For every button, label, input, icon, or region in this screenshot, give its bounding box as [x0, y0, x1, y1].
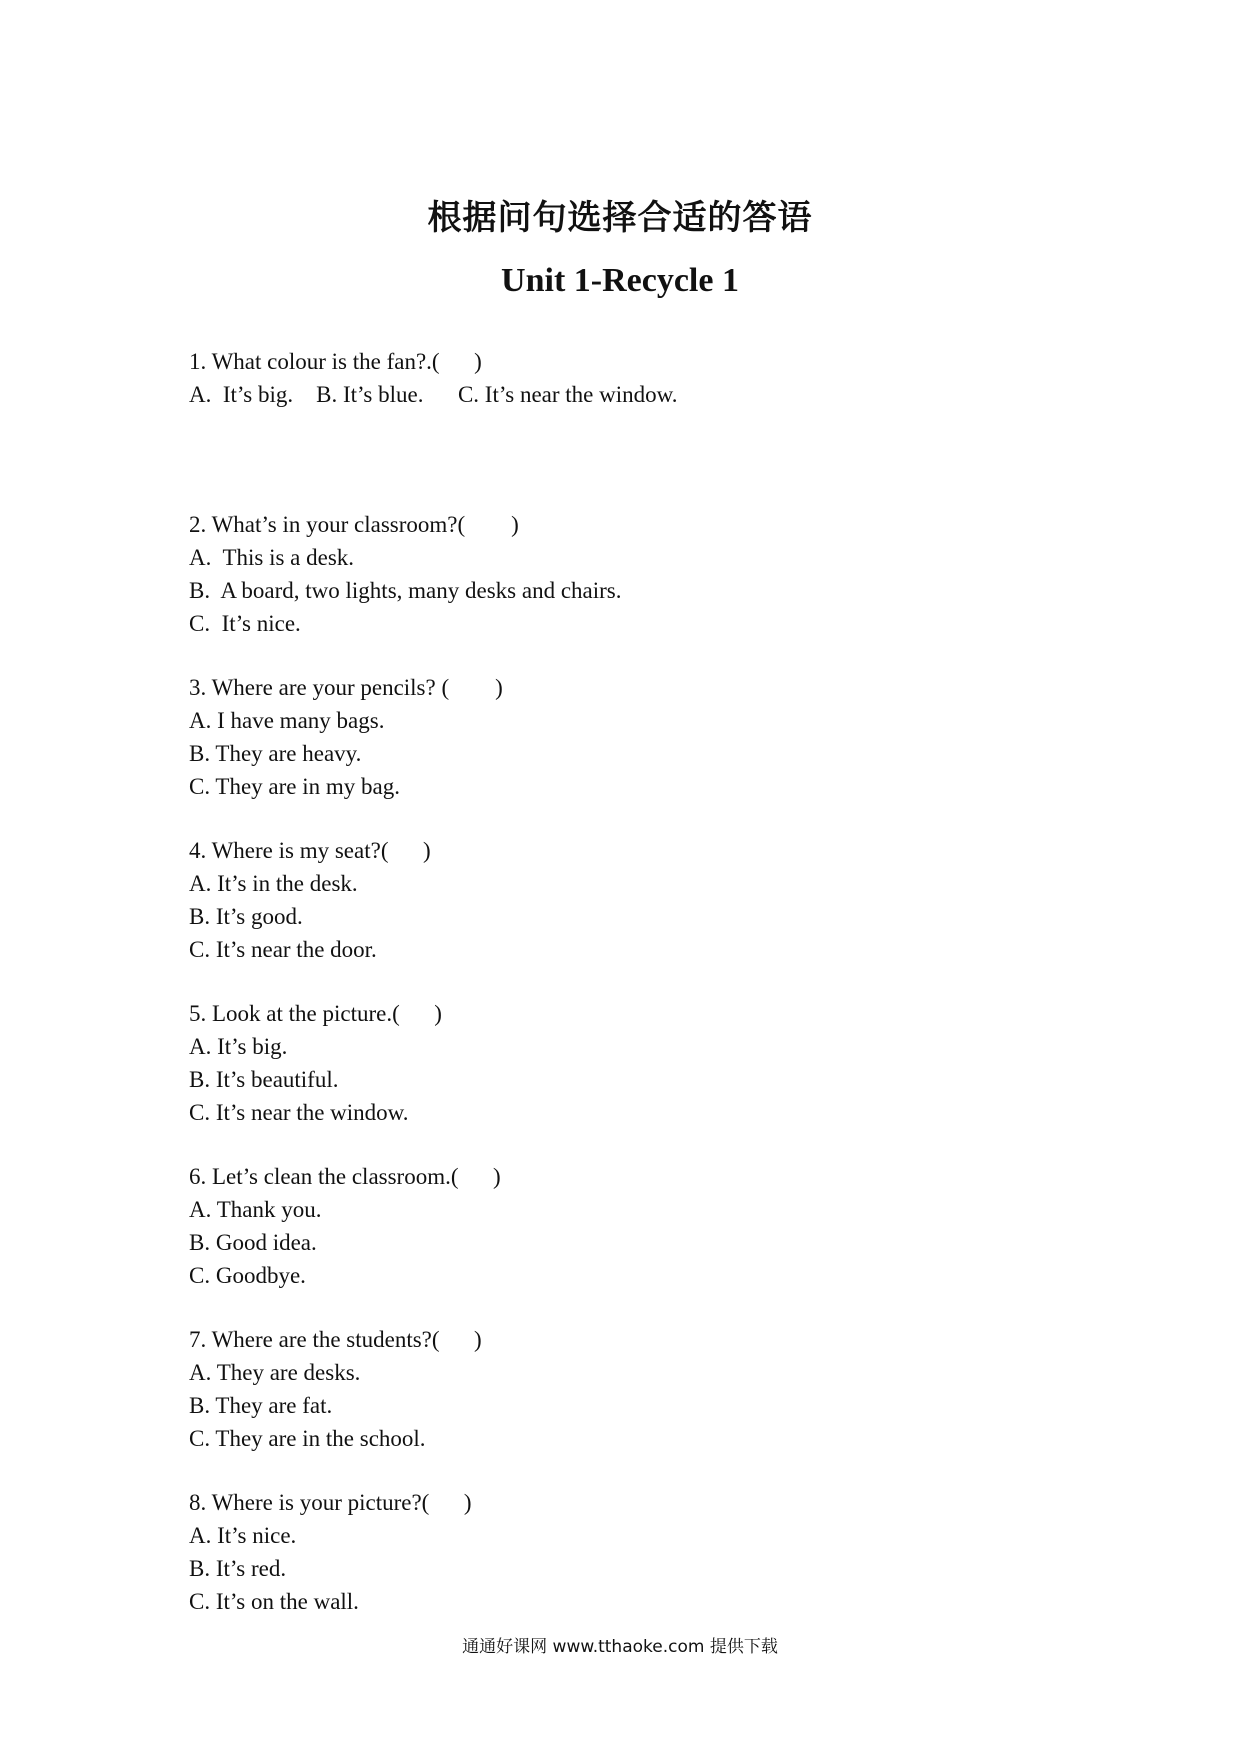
- option-a: A. It’s in the desk.: [189, 871, 358, 896]
- option-b: B. A board, two lights, many desks and chairs.: [189, 578, 622, 603]
- question-text: 6. Let’s clean the classroom.( ): [189, 1164, 501, 1189]
- option-a: A. It’s big.: [189, 1034, 288, 1059]
- question-item-6: [189, 1160, 1089, 1323]
- option-b: B. They are heavy.: [189, 741, 362, 766]
- question-item-3: [189, 671, 1089, 834]
- option-b: B. It’s good.: [189, 904, 303, 929]
- option-c: C. It’s on the wall.: [189, 1589, 359, 1614]
- option-c: C. They are in my bag.: [189, 774, 400, 799]
- question-text: 8. Where is your picture?( ): [189, 1490, 472, 1515]
- option-a: A. It’s nice.: [189, 1523, 297, 1548]
- option-a: A. They are desks.: [189, 1360, 361, 1385]
- option-b: B. Good idea.: [189, 1230, 317, 1255]
- option-c: C. It’s near the door.: [189, 937, 377, 962]
- question-item-2: [189, 508, 1089, 671]
- option-c: C. It’s nice.: [189, 611, 301, 636]
- question-item-5: [189, 997, 1089, 1160]
- question-text: 5. Look at the picture.( ): [189, 1001, 442, 1026]
- question-item-8: [189, 1486, 1089, 1649]
- option-c: C. It’s near the window.: [189, 1100, 409, 1125]
- option-b: B. It’s beautiful.: [189, 1067, 339, 1092]
- question-text: 1. What colour is the fan?.( ): [189, 349, 482, 374]
- option-b: B. They are fat.: [189, 1393, 333, 1418]
- question-text: 2. What’s in your classroom?( ): [189, 512, 519, 537]
- page-title-chinese: 根据问句选择合适的答语: [427, 198, 813, 238]
- question-list: [189, 345, 1089, 1649]
- question-text: 4. Where is my seat?( ): [189, 838, 431, 863]
- option-a: A. I have many bags.: [189, 708, 385, 733]
- option-line: A. It’s big. B. It’s blue. C. It’s near the window.: [189, 382, 678, 407]
- page-title-unit: Unit 1-Recycle 1: [501, 262, 739, 299]
- option-b: B. It’s red.: [189, 1556, 287, 1581]
- page-footer: 通通好课网 www.tthaoke.com 提供下载: [462, 1637, 778, 1657]
- option-a: A. This is a desk.: [189, 545, 355, 570]
- question-item-7: [189, 1323, 1089, 1486]
- question-text: 7. Where are the students?( ): [189, 1327, 482, 1352]
- question-text: 3. Where are your pencils? ( ): [189, 675, 503, 700]
- question-item-1: [189, 345, 1089, 508]
- option-c: C. They are in the school.: [189, 1426, 426, 1451]
- question-item-4: [189, 834, 1089, 997]
- option-a: A. Thank you.: [189, 1197, 322, 1222]
- option-c: C. Goodbye.: [189, 1263, 306, 1288]
